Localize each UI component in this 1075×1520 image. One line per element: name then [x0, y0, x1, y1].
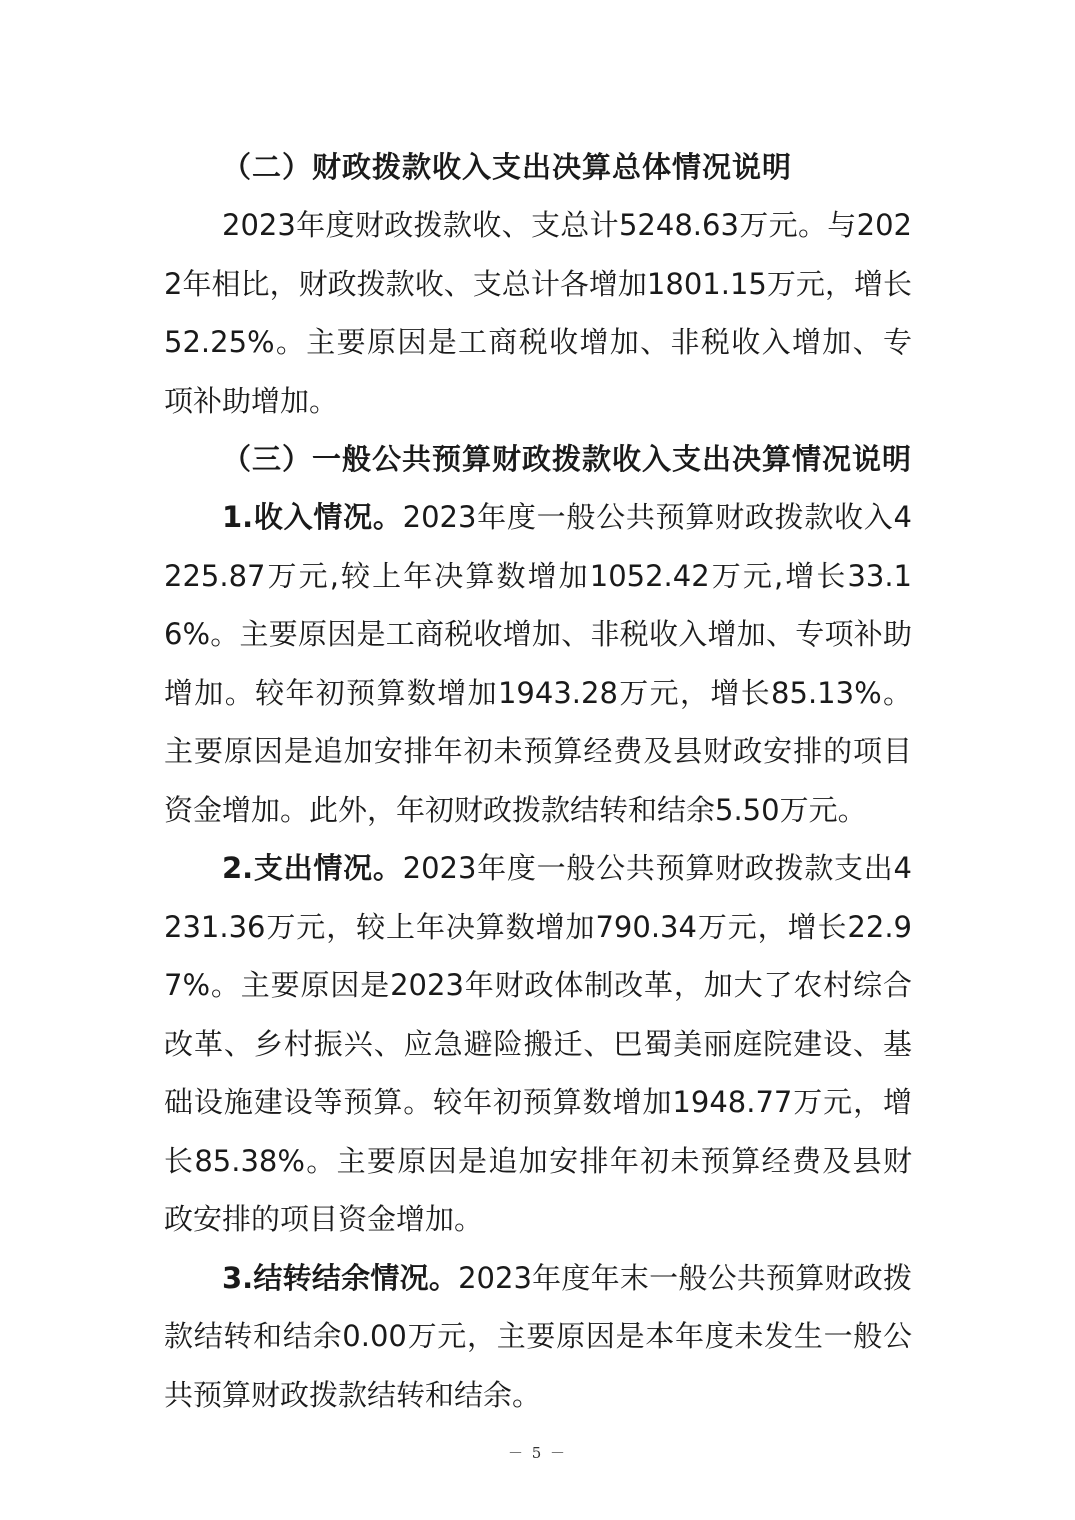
section-2-paragraph: 2023年度财政拨款收、支总计5248.63万元。与2022年相比，财政拨款收、支总计各增加1801.15万元，增长52.25%。主要原因是工商税收增加、非税收入增加、专项补助增加。: [164, 208, 912, 418]
income-lead: 1.收入情况。: [222, 500, 403, 534]
carryover-lead: 3.结转结余情况。: [222, 1260, 459, 1295]
page-number: － 5 －: [507, 1444, 568, 1462]
carryover-body: 2023年度年末一般公共预算财政拨款结转和结余0.00万元，主要原因是本年度未发生一般公共预算财政拨款结转和结余。: [164, 1260, 912, 1412]
section-3-heading: （三）一般公共预算财政拨款收入支出决算情况说明: [222, 442, 913, 476]
document-body: [164, 138, 912, 1424]
expenditure-body: 2023年度一般公共预算财政拨款支出4231.36万元，较上年决算数增加790.34万元，增长22.97%。主要原因是2023年财政体制改革，加大了农村综合改革、乡村振兴、应急避险搬迁、巴蜀美丽庭院建设、基础设施建设等预算。较年初预算数增加1948.77万元，增长85.38%。主要原因是追加安排年初未预算经费及县财政安排的项目资金增加。: [164, 851, 912, 1236]
carryover-paragraph: [164, 1249, 912, 1425]
section-2-heading: （二）财政拨款收入支出决算总体情况说明: [222, 150, 793, 184]
income-body: 2023年度一般公共预算财政拨款收入4225.87万元,较上年决算数增加1052.42万元,增长33.16%。主要原因是工商税收增加、非税收入增加、专项补助增加。较年初预算数增加1943.28万元，增长85.13%。主要原因是追加安排年初未预算经费及县财政安排的项目资金增加。此外，年初财政拨款结转和结余5.50万元。: [164, 500, 912, 827]
expenditure-lead: 2.支出情况。: [222, 851, 403, 885]
expenditure-paragraph: [164, 839, 912, 1249]
income-paragraph: [164, 488, 912, 839]
